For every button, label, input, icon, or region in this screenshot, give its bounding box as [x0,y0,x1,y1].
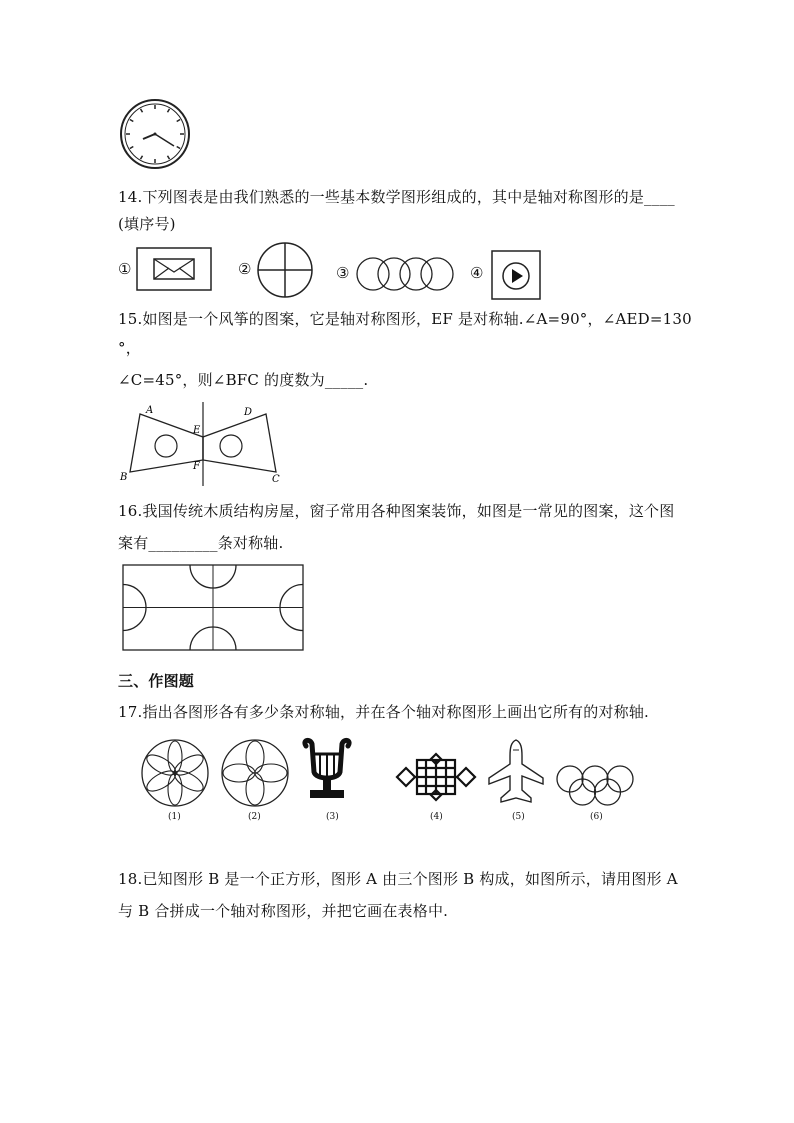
point-a-label: A [146,405,154,416]
section-3-title: 三、作图题 [118,672,195,690]
point-f-label: F [193,461,200,472]
q14-option-2-label: ② [238,260,252,278]
q14-option-3-label: ③ [336,264,350,282]
clock-figure [119,98,191,170]
window-pattern-figure [122,564,304,651]
fig-4-label: (4) [430,812,443,822]
q16-text-line1: 16.我国传统木质结构房屋，窗子常用各种图案装饰，如图是一常见的图案，这个图 [118,502,675,520]
chinese-knot-figure [393,752,479,802]
play-button-figure [491,250,541,300]
q17-text-line1: 17.指出各图形各有多少条对称轴，并在各个轴对称图形上画出它所有的对称轴. [118,703,650,721]
fig-2-label: (2) [248,812,261,822]
point-d-label: D [244,407,253,418]
q14-option-4-label: ④ [470,264,484,282]
q16-text-line2: 案有_________条对称轴. [118,534,284,552]
airplane-figure [486,738,546,808]
olympic-rings-figure [555,764,635,808]
point-b-label: B [120,472,128,483]
point-c-label: C [272,474,280,485]
fig-5-label: (5) [512,812,525,822]
four-rings-figure [356,257,454,291]
fig-3-label: (3) [326,812,339,822]
q18-text-line2: 与 B 合拼成一个轴对称图形，并把它画在表格中. [118,902,449,920]
q15-text-line2: °， [118,339,141,357]
q14-option-1-label: ① [118,260,132,278]
q14-text-line1: 14.下列图表是由我们熟悉的一些基本数学图形组成的，其中是轴对称图形的是____ [118,188,675,206]
six-petal-flower-figure [140,738,210,808]
fig-6-label: (6) [590,812,603,822]
point-e-label: E [193,425,201,436]
four-petal-flower-figure [220,738,290,808]
q15-text-line3: ∠C=45°，则∠BFC 的度数为_____. [118,371,369,389]
q15-text-line1: 15.如图是一个风筝的图案，它是轴对称图形，EF 是对称轴.∠A=90°，∠AED=130 [118,310,692,328]
circle-cross-figure [257,242,313,298]
q14-text-line2: (填序号) [118,215,176,233]
q18-text-line1: 18.已知图形 B 是一个正方形，图形 A 由三个图形 B 构成，如图所示，请用图形 A [118,870,678,888]
lyre-figure [300,738,354,802]
envelope-figure [136,247,212,291]
fig-1-label: (1) [168,812,181,822]
kite-figure [118,402,288,486]
